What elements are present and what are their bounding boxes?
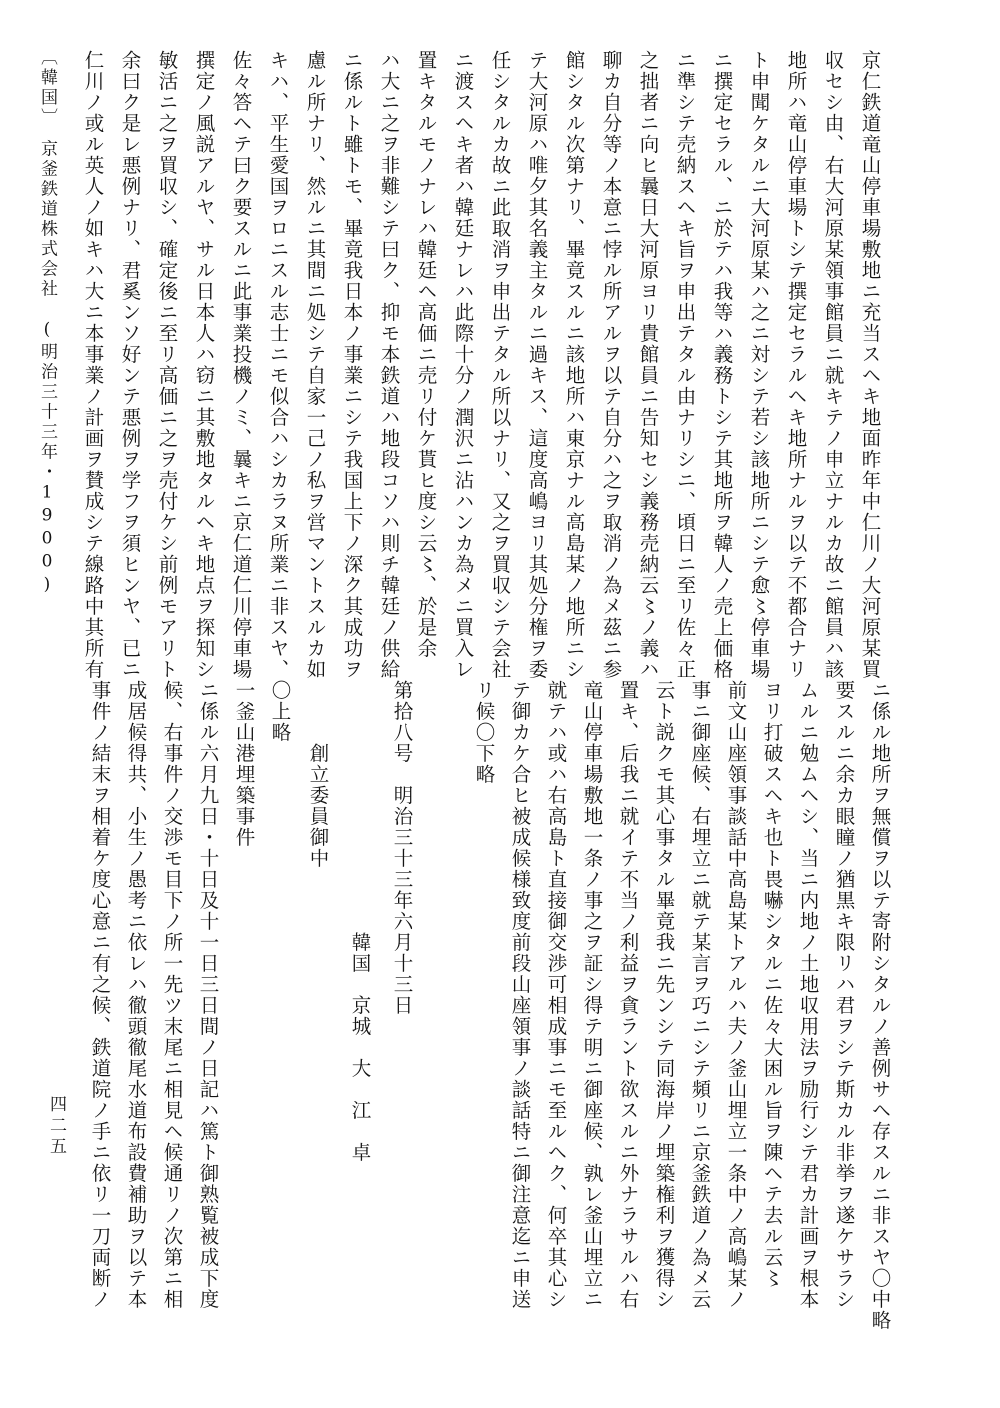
text-column: 置キタルモノナレハ韓廷ヘ高価ニ売リ付ケ貰ヒ度シ云〻、於是余 bbox=[414, 50, 438, 659]
text-column: ニ係ル六月九日・十日及十一日三日間ノ日記ハ篤ト御熟覧被成下度 bbox=[196, 680, 220, 1310]
text-column: ニ準シテ売納スヘキ旨ヲ申出テタル由ナリシニ、頃日ニ至リ佐々正 bbox=[673, 50, 697, 680]
text-column: 候、右事件ノ交渉モ目下ノ所一先ツ末尾ニ相見ヘ候通リノ次第ニ相 bbox=[160, 680, 184, 1310]
text-column: 慮ル所ナリ、然ルニ其間ニ処シテ自家一己ノ私ヲ営マントスルカ如 bbox=[303, 50, 327, 680]
text-column: ニ撰定セラル、ニ於テハ我等ハ義務トシテ其地所ヲ韓人ノ売上価格 bbox=[710, 50, 734, 680]
text-column: ハ大ニ之ヲ非難シテ曰ク、抑モ本鉄道ハ地段コソハ則チ韓廷ノ供給 bbox=[377, 50, 401, 680]
letter-addressee-line: 創立委員御中 bbox=[306, 680, 330, 869]
text-column: リ候〇下略 bbox=[472, 680, 496, 785]
text-column: 収セシ由、右大河原某領事館員ニ就キテノ申立ナルカ故ニ館員ハ該 bbox=[821, 50, 845, 680]
text-column: 竜山停車場敷地一条ノ事之ヲ証シ得テ明ニ御座候、孰レ釜山埋立ニ bbox=[580, 680, 604, 1310]
text-column: テ御カケ合ヒ被成候様致度前段山座領事ノ談話特ニ御注意迄ニ申送 bbox=[508, 680, 532, 1310]
text-column: 事件ノ結末ヲ相着ケ度心意ニ有之候、鉄道院ノ手ニ依リ一刀両断ノ bbox=[88, 680, 112, 1310]
text-column: 成居候得共、小生ノ愚考ニ依レハ徹頭徹尾水道布設費補助ヲ以テ本 bbox=[124, 680, 148, 1310]
text-column: 仁川ノ或ル英人ノ如キハ大ニ本事業ノ計画ヲ賛成シテ線路中其所有 bbox=[81, 50, 105, 680]
text-column: ヨリ打破スヘキ也ト畏嚇シタルニ佐々大困ル旨ヲ陳ヘテ去ル云〻 bbox=[760, 680, 784, 1289]
running-header: 〔韓国〕 京釜鉄道株式会社 (明治三十三年・1900) bbox=[37, 48, 57, 598]
text-column: 任シタルカ故ニ此取消ヲ申出テタル所以ナリ、又之ヲ買収シテ会社 bbox=[488, 50, 512, 680]
text-column: 置キ、后我ニ就イテ不当ノ利益ヲ貪ラント欲スルニ外ナラサルハ右 bbox=[616, 680, 640, 1310]
text-column: 佐々答ヘテ曰ク要スルニ此事業投機ノミ、曩キニ京仁道仁川停車場 bbox=[229, 50, 253, 680]
text-column: 余曰ク是レ悪例ナリ、君奚ンソ好ンテ悪例ヲ学フヲ須ヒンヤ、已ニ bbox=[118, 50, 142, 680]
text-column: ニ係ルト雖トモ、畢竟我日本ノ事業ニシテ我国上下ノ深ク其成功ヲ bbox=[340, 50, 364, 680]
section-heading: 一釜山港埋築事件 bbox=[232, 680, 256, 848]
text-column: ムルニ勉ムヘシ、当ニ内地ノ土地収用法ヲ励行シテ君カ計画ヲ根本 bbox=[796, 680, 820, 1310]
text-column: 前文山座領事談話中高島某トアルハ夫ノ釜山埋立一条中ノ高嶋某ノ bbox=[724, 680, 748, 1310]
text-column: 地所ハ竜山停車場トシテ撰定セラルヘキ地所ナルヲ以テ不都合ナリ bbox=[784, 50, 808, 680]
text-column: テ大河原ハ唯夕其名義主タルニ過キス、這度高嶋ヨリ其処分権ヲ委 bbox=[525, 50, 549, 680]
text-column: 撰定ノ風説アルヤ、サル日本人ハ窃ニ其敷地タルヘキ地点ヲ探知シ bbox=[192, 50, 216, 680]
text-column: 〇上略 bbox=[268, 680, 292, 743]
page-number: 四二五 bbox=[46, 1095, 66, 1158]
text-column: 要スルニ余カ眼瞳ノ猶黒キ限リハ君ヲシテ斯カル非挙ヲ遂ケサラシ bbox=[832, 680, 856, 1310]
text-column: ニ渡スヘキ者ハ韓廷ナレハ此際十分ノ潤沢ニ沾ハンカ為メニ買入レ bbox=[451, 50, 475, 680]
letter-date-line: 第拾八号 明治三十三年六月十三日 bbox=[390, 680, 414, 1016]
text-column: 聊カ自分等ノ本意ニ悖ル所アルヲ以テ自分ハ之ヲ取消ノ為メ茲ニ参 bbox=[599, 50, 623, 680]
text-column: 敏活ニ之ヲ買収シ、確定後ニ至リ高価ニ之ヲ売付ケシ前例モアリト bbox=[155, 50, 179, 680]
letter-sender-line: 韓国 京城 大 江 卓 bbox=[348, 680, 372, 1163]
text-column: 事ニ御座候、右埋立ニ就テ某言ヲ巧ニシテ頻リニ京釜鉄道ノ為メ云 bbox=[688, 680, 712, 1310]
text-column: 云ト説クモ其心事タル畢竟我ニ先ンシテ同海岸ノ埋築権利ヲ獲得シ bbox=[652, 680, 676, 1310]
text-column: ニ係ル地所ヲ無償ヲ以テ寄附シタルノ善例サヘ存スルニ非スヤ〇中略 bbox=[868, 680, 892, 1331]
text-column: キハ、平生愛国ヲロニスル志士ニモ似合ハシカラヌ所業ニ非スヤ、 bbox=[266, 50, 290, 680]
text-column: 之拙者ニ向ヒ曩日大河原ヨリ貴館員ニ告知セシ義務売納云〻ノ義ハ bbox=[636, 50, 660, 680]
text-column: 館シタル次第ナリ、畢竟スルニ該地所ハ東京ナル高島某ノ地所ニシ bbox=[562, 50, 586, 680]
text-column: 就テハ或ハ右高島ト直接御交渉可相成事ニモ至ルヘク、何卒其心シ bbox=[544, 680, 568, 1310]
text-column: 京仁鉄道竜山停車場敷地ニ充当スヘキ地面昨年中仁川ノ大河原某買 bbox=[858, 50, 882, 680]
text-column: ト申聞ケタルニ大河原某ハ之ニ対シテ若シ該地所ニシテ愈〻停車場 bbox=[747, 50, 771, 680]
